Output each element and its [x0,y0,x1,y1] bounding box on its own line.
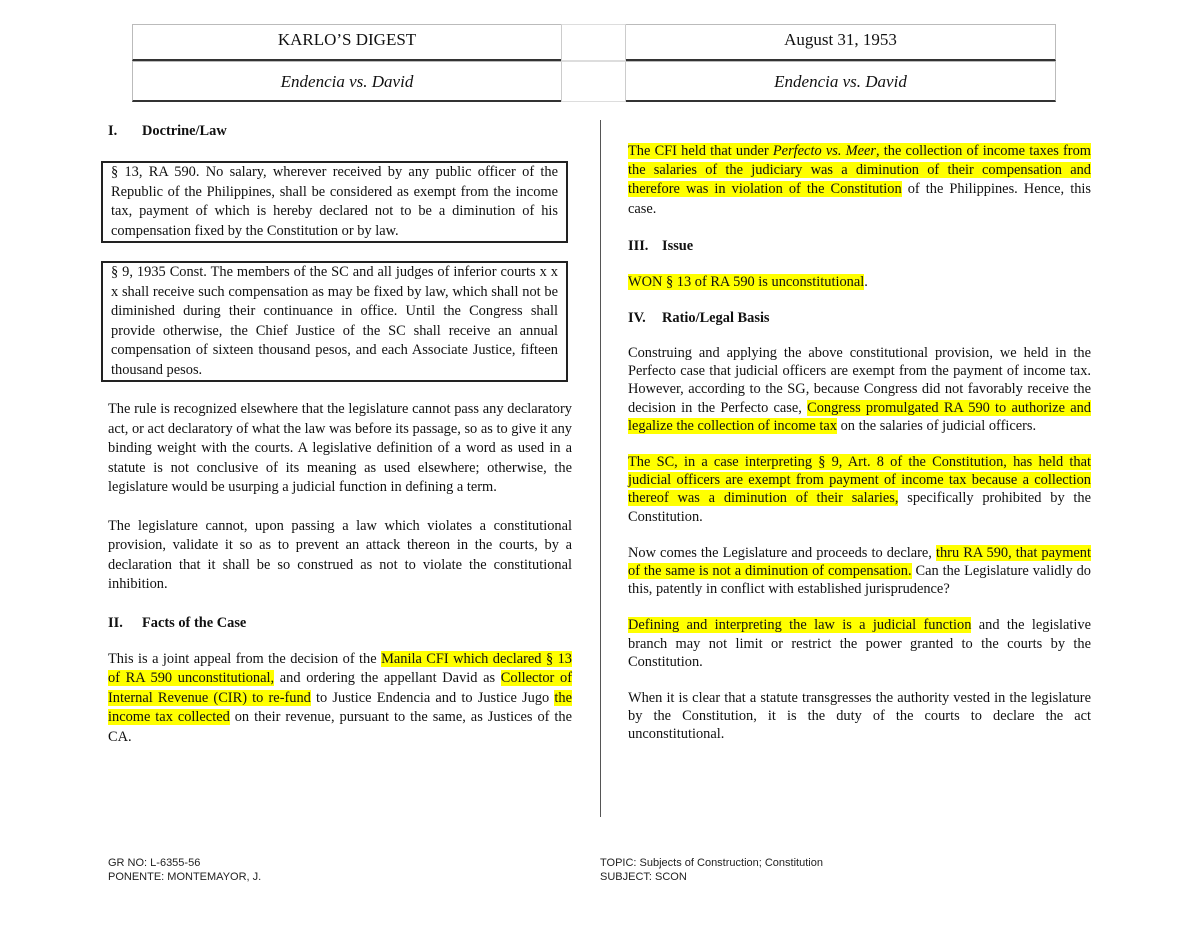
doctrine-paragraph: The legislature cannot, upon passing a law which violates a constitutional provision, validate it so as to prevent an attack thereon in the courts, by a declaration that it shall be so construed as not to violate the constitutional inhibition. [108,517,572,592]
ratio-paragraph: The SC, in a case interpreting § 9, Art. 8 of the Constitution, has held that judicial officers are exempt from payment of income tax because a collection thereof was a diminution of their salaries, specifically prohibited by the Constitution. [628,454,1092,525]
doctrine-box-constitution: § 9, 1935 Const. The members of the SC and all judges of inferior courts x x x shall receive such compensation as may be fixed by law, which shall not be diminished during their continuance in office. Until the Congress shall provide otherwise, the Chief Justice of the SC shall receive an annual compensation of sixteen thousand pesos, and each Associate Justice, fifteen thousand pesos. [101,261,568,382]
doctrine-paragraph: The rule is recognized elsewhere that the legislature cannot pass any declaratory act, or act declaratory of what the law was before its passage, so as to give it any binding weight with the courts. A legislative definition of a word as used in a statute is not conclusive of its meaning as used elsewhere; otherwise, the legislature would be usurping a judicial function in defining a term. [108,401,572,495]
highlight: , the collection of income taxes from the salaries of the judiciary was a diminution of their compensation and therefore was in violation of the Constitution [628,143,1091,198]
section-heading-ratio [628,307,1091,329]
facts-paragraph: This is a joint appeal from the decision of the Manila CFI which declared § 13 of RA 590 unconstitutional, and ordering the appellant David as Collector of Internal Revenue (CIR) to re-fund to Justice Endencia and to Justice Jugo the income tax collected on their revenue, pursuant to the same, as Justices of the CA. [108,650,572,745]
highlight: Collector of Internal Revenue (CIR) to re-fund [108,670,572,706]
section-heading-issue [628,235,1091,257]
decision-date: August 31, 1953 [626,24,1056,61]
case-title-right: Endencia vs. David [626,61,1056,102]
case-citation: Perfecto vs. Meer [772,143,876,159]
section-title: Issue [662,237,694,254]
subject: SUBJECT: SCON [600,871,687,883]
section-number: I. [108,123,118,139]
ratio-paragraph: Now comes the Legislature and proceeds to declare, thru RA 590, that payment of the same is not a diminution of compensation. Can the Legislature validly do this, patently in conflict with established jurisprudence? [628,544,1091,598]
section-number: III. [628,237,649,254]
section-title: Doctrine/Law [142,123,227,139]
ponente: PONENTE: MONTEMAYOR, J. [108,871,262,883]
gr-number: GR NO: L-6355-56 [108,857,201,869]
ratio-paragraph: Defining and interpreting the law is a judicial function and the legislative branch may not limit or restrict the power granted to the courts by the Constitution. [628,617,1092,670]
section-heading-doctrine [108,120,572,142]
highlight: The SC, in a case interpreting § 9, Art. 8 of the Constitution, has held that judicial officers are exempt from payment of income tax because a collection thereof was a diminution of their salaries, [628,454,1091,507]
digest-header [132,24,1056,102]
header-spacer [561,61,626,102]
header-spacer [561,24,626,61]
right-column [628,142,1091,744]
section-title: Facts of the Case [142,614,247,631]
highlight: Defining and interpreting the law is a judicial function [628,617,972,634]
section-number: II. [108,614,123,631]
footer-right [600,856,823,884]
highlight: WON § 13 of RA 590 is unconstitutional [628,273,865,290]
section-title: Ratio/Legal Basis [662,310,770,327]
facts-continued-paragraph: The CFI held that under Perfecto vs. Meer, the collection of income taxes from the salaries of the judiciary was a diminution of their compensation and therefore was in violation of the Constitution of the Philippines. Hence, this case. [628,143,1091,217]
ratio-paragraph: When it is clear that a statute transgresses the authority vested in the legislature by the Constitution, it is the duty of the courts to declare the act unconstitutional. [628,690,1091,743]
column-divider [600,120,601,817]
footer-left [108,856,261,884]
ratio-paragraph: Construing and applying the above constitutional provision, we held in the Perfecto case that judicial officers are exempt from the payment of income tax. However, according to the SG, because Congress did not favorably receive the decision in the Perfecto case, Congress promulgated RA 590 to authorize and legalize the collection of income tax on the salaries of judicial officers. [628,345,1091,434]
highlight: the income tax collected [108,689,572,725]
doctrine-box-ra590: § 13, RA 590. No salary, wherever received by any public officer of the Republic of the Philippines, shall be considered as exempt from the income tax, payment of which is hereby declared not to be a diminution of his compensation fixed by the Constitution or by law. [101,161,568,243]
highlight: Manila CFI which declared § 13 of RA 590 unconstitutional, [108,650,572,686]
issue-paragraph: WON § 13 of RA 590 is unconstitutional. [628,273,868,290]
highlight: Congress promulgated RA 590 to authorize and legalize the collection of income tax [628,399,1091,434]
highlight: The CFI held that under [628,143,773,159]
left-column [108,120,572,747]
highlight: thru RA 590, that payment of the same is not a diminution of compensation. [628,544,1091,580]
section-number: IV. [628,310,646,327]
digest-title: KARLO’S DIGEST [132,24,561,61]
topic: TOPIC: Subjects of Construction; Constitution [600,857,823,869]
case-title-left: Endencia vs. David [132,61,561,102]
section-heading-facts [108,612,572,634]
